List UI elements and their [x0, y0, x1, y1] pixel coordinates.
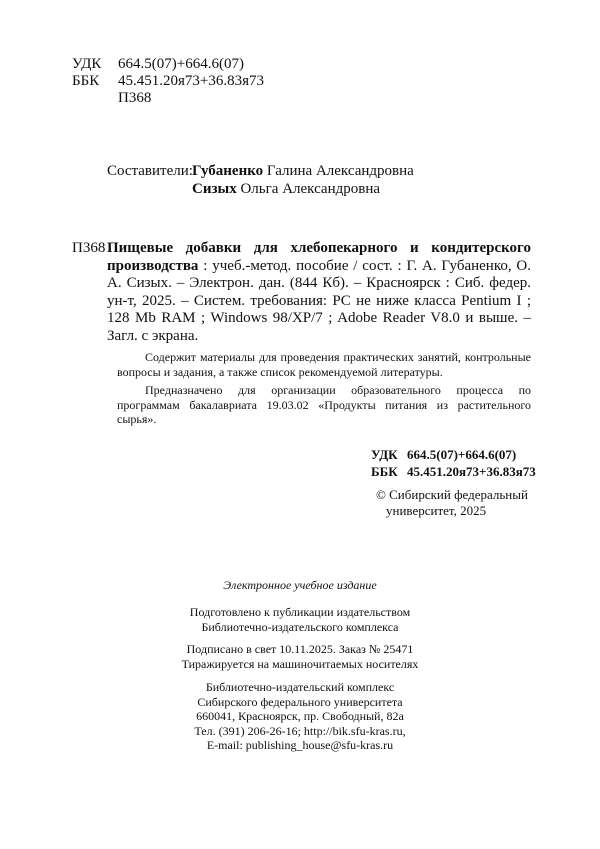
- prepared-block: [120, 605, 480, 634]
- publisher-line: Библиотечно-издательский комплекс: [205, 680, 395, 694]
- udk-value: 664.5(07)+664.6(07): [407, 447, 517, 462]
- bbk-label: ББК: [72, 73, 100, 89]
- author-sign-line: [72, 90, 264, 107]
- compiler-name: Ольга Александровна: [240, 181, 381, 197]
- edition-type: Электронное учебное издание: [223, 578, 377, 592]
- udk-label: УДК: [72, 56, 102, 72]
- udk-line: [72, 56, 264, 73]
- compiler-row: [107, 181, 414, 199]
- copyright-line: © Сибирский федеральный: [376, 487, 528, 502]
- bottom-classification-codes: [371, 447, 536, 481]
- compiler-row: [107, 163, 414, 181]
- udk-line: [371, 447, 536, 464]
- signed-line: Подписано в свет 10.11.2025. Заказ № 25471: [186, 642, 414, 656]
- compilers-label: Составители:: [107, 163, 193, 179]
- prepared-line: Библиотечно-издательского комплекса: [201, 619, 399, 634]
- author-sign: П368: [118, 90, 152, 106]
- publisher-line: Тел. (391) 206-26-16; http://bik.sfu-kras.ru,: [194, 723, 406, 738]
- signed-block: [120, 642, 480, 671]
- top-classification-codes: [72, 56, 264, 107]
- copyright-line: университет, 2025: [386, 503, 487, 518]
- udk-label: УДК: [371, 447, 398, 462]
- annotation: [117, 350, 531, 431]
- compiler-surname: Губаненко: [192, 163, 264, 179]
- bbk-line: [72, 73, 264, 90]
- entry-description: : учеб.-метод. пособие / сост. : Г. А. Губаненко, О. А. Сизых. – Электрон. дан. (844 Кб). – Красноярск : Сиб. федер. ун-т, 2025. – Систем. требования: PC не ниже класса Pentium I ; 128 Mb RAM ; Windows 98/XP/7 ; Adobe Reader V8.0 и выше. – Загл. с экрана.: [107, 257, 531, 344]
- bbk-label: ББК: [371, 464, 398, 479]
- compilers-block: [107, 163, 414, 199]
- compiler-name: Галина Александровна: [266, 163, 414, 179]
- bibliographic-entry: [107, 240, 531, 346]
- annotation-paragraph: Содержит материалы для проведения практических занятий, контрольные вопросы и задания, а также список рекомендуемой литературы.: [117, 350, 531, 379]
- publisher-line: Сибирского федерального университета: [197, 694, 403, 709]
- prepared-line: Подготовлено к публикации издательством: [189, 605, 411, 619]
- compiler-surname: Сизых: [192, 181, 237, 197]
- copies-line: Тиражируется на машиночитаемых носителях: [181, 656, 419, 671]
- udk-value: 664.5(07)+664.6(07): [118, 56, 244, 72]
- bbk-value: 45.451.20я73+36.83я73: [407, 464, 536, 479]
- copyright-block: [376, 487, 528, 519]
- entry-title: Пищевые добавки для хлебопекарного и кондитерского производства: [107, 240, 531, 274]
- publisher-line: E-mail: publishing_house@sfu-kras.ru: [206, 738, 394, 752]
- publisher-block: [120, 680, 480, 753]
- bbk-value: 45.451.20я73+36.83я73: [118, 73, 265, 89]
- publisher-line: 660041, Красноярск, пр. Свободный, 82а: [196, 709, 404, 723]
- bbk-line: [371, 464, 536, 481]
- entry-code: П368: [72, 240, 106, 256]
- annotation-paragraph: Предназначено для организации образовательного процесса по программам бакалавриата 19.03.02 «Продукты питания из растительного сырья».: [117, 383, 531, 427]
